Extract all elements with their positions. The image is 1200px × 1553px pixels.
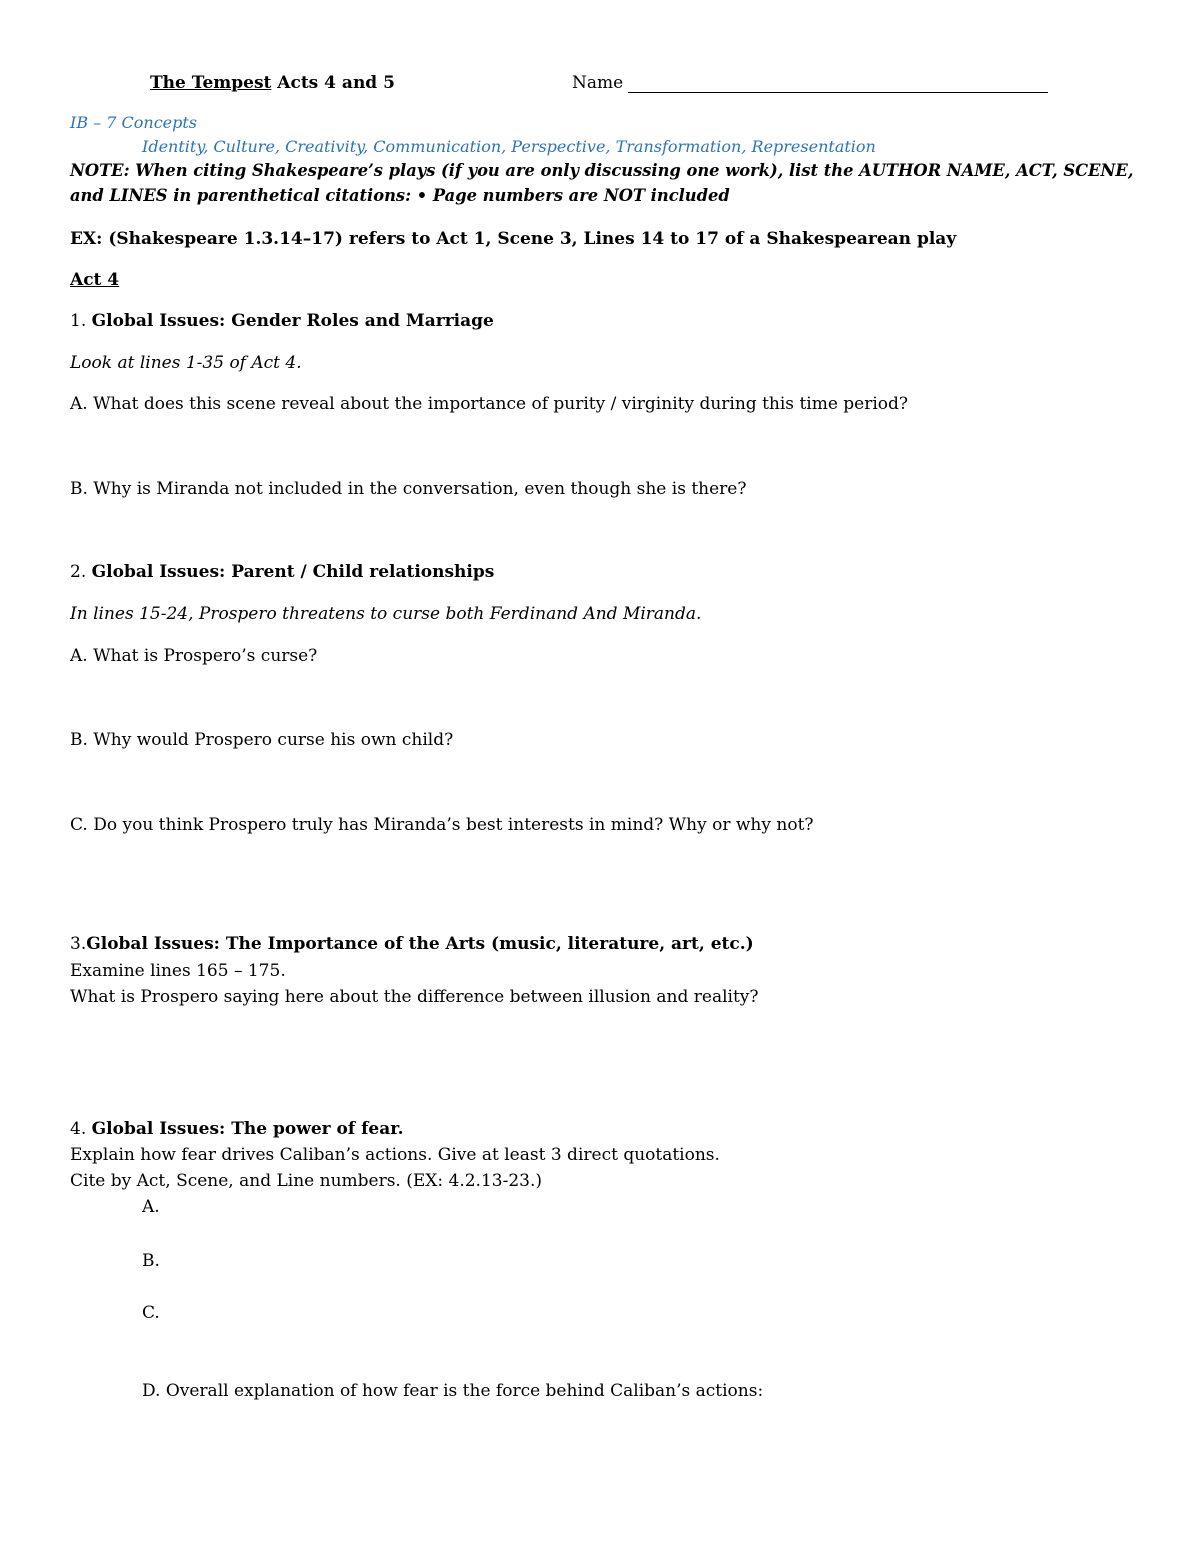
act-heading: Act 4 (70, 270, 120, 290)
q4-heading (70, 1118, 404, 1140)
play-title: The Tempest (150, 73, 272, 93)
q1-part-b: B. Why is Miranda not included in the conversation, even though she is there? (70, 479, 747, 499)
q4-part-b: B. (142, 1251, 160, 1271)
name-blank-line (628, 92, 1048, 93)
q4-number: 4. (70, 1119, 92, 1139)
q4-line1: Explain how fear drives Caliban’s actions. Give at least 3 direct quotations. (70, 1145, 720, 1165)
q4-part-c: C. (142, 1303, 160, 1323)
name-label: Name (572, 73, 624, 93)
q2-title: Global Issues: Parent / Child relationships (91, 562, 495, 582)
q4-part-d: D. Overall explanation of how fear is the force behind Caliban’s actions: (142, 1381, 764, 1401)
concepts-heading: IB – 7 Concepts (70, 113, 198, 132)
citation-note-line1: NOTE: When citing Shakespeare’s plays (if you are only discussing one work), list the AUTHOR NAME, ACT, SCENE, (70, 161, 1134, 180)
q3-line2: What is Prospero saying here about the difference between illusion and reality? (70, 987, 759, 1007)
q1-number: 1. (70, 311, 92, 331)
concepts-list: Identity, Culture, Creativity, Communication, Perspective, Transformation, Representation (142, 137, 876, 156)
q1-part-a: A. What does this scene reveal about the importance of purity / virginity during this time period? (70, 394, 909, 414)
q2-instruction: In lines 15-24, Prospero threatens to curse both Ferdinand And Miranda. (70, 604, 702, 624)
q2-part-b: B. Why would Prospero curse his own child? (70, 730, 454, 750)
q4-part-a: A. (142, 1197, 160, 1217)
q1-heading (70, 310, 494, 332)
q2-number: 2. (70, 562, 92, 582)
worksheet-title (150, 72, 395, 94)
title-acts: Acts 4 and 5 (271, 73, 395, 93)
citation-example: EX: (Shakespeare 1.3.14–17) refers to Act 1, Scene 3, Lines 14 to 17 of a Shakespearean play (70, 229, 957, 249)
q4-title: Global Issues: The power of fear. (91, 1119, 404, 1139)
q1-title: Global Issues: Gender Roles and Marriage (91, 311, 494, 331)
q2-part-a: A. What is Prospero’s curse? (70, 646, 318, 666)
q3-line1: Examine lines 165 – 175. (70, 961, 286, 981)
citation-note-line2: and LINES in parenthetical citations: • Page numbers are NOT included (70, 186, 730, 205)
q2-heading (70, 561, 494, 583)
q3-number: 3. (70, 934, 87, 954)
q1-instruction: Look at lines 1-35 of Act 4. (70, 353, 302, 373)
q3-title: Global Issues: The Importance of the Arts (music, literature, art, etc.) (86, 934, 754, 954)
q3-heading (70, 933, 754, 955)
q4-line2: Cite by Act, Scene, and Line numbers. (EX: 4.2.13-23.) (70, 1171, 542, 1191)
q2-part-c: C. Do you think Prospero truly has Miranda’s best interests in mind? Why or why not? (70, 815, 814, 835)
